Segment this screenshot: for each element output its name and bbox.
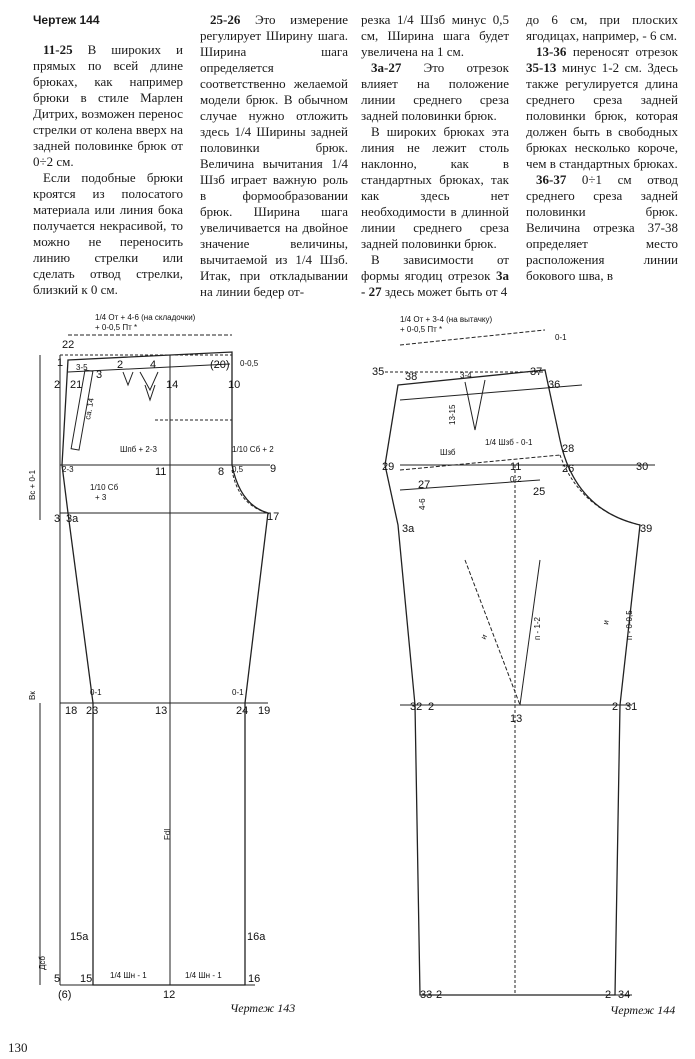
figure-title: Чертеж 144 <box>33 13 100 27</box>
svg-text:22: 22 <box>62 339 75 351</box>
svg-text:2: 2 <box>117 359 124 371</box>
svg-text:1: 1 <box>57 357 64 369</box>
paragraph: 3а-27 Это отрезок влияет на положение линии среднего среза задней половинки брюк. <box>361 60 509 123</box>
svg-text:(6): (6) <box>58 989 72 1001</box>
caption-143: Чертеж 143 <box>230 1001 296 1015</box>
svg-text:2-3: 2-3 <box>62 465 74 474</box>
paragraph: до 6 см, при плоских ягодицах, например, - 6 см. <box>526 12 678 43</box>
svg-text:12: 12 <box>163 989 176 1001</box>
svg-text:15: 15 <box>80 973 93 985</box>
svg-text:17: 17 <box>267 511 280 523</box>
svg-text:23: 23 <box>86 705 99 717</box>
svg-text:1/4 Шзб - 0-1: 1/4 Шзб - 0-1 <box>485 438 533 447</box>
drawing-143-labels <box>28 313 295 1015</box>
svg-text:29: 29 <box>382 461 395 473</box>
svg-text:28: 28 <box>562 443 575 455</box>
svg-text:39: 39 <box>640 523 653 535</box>
svg-text:21: 21 <box>70 379 83 391</box>
svg-text:16а: 16а <box>247 931 266 943</box>
svg-text:0,5: 0,5 <box>232 465 244 474</box>
svg-text:26: 26 <box>562 463 575 475</box>
svg-text:5: 5 <box>54 973 61 985</box>
svg-text:2: 2 <box>612 701 619 713</box>
svg-text:13: 13 <box>510 713 523 725</box>
svg-text:Fdl: Fdl <box>163 828 172 840</box>
svg-text:Вк: Вк <box>28 691 37 700</box>
svg-text:+ 0-0,5 Пт *: + 0-0,5 Пт * <box>400 325 443 334</box>
svg-text:35: 35 <box>372 366 385 378</box>
svg-text:п - 0-0,5: п - 0-0,5 <box>625 610 634 640</box>
paragraph: В зависимости от формы ягодиц отрезок 3а - 27 здесь может быть от 4 <box>361 252 509 299</box>
segment-label: 13-36 <box>536 44 567 59</box>
svg-text:8: 8 <box>218 466 225 478</box>
svg-text:3: 3 <box>54 513 61 525</box>
svg-text:1/4 От + 4-6 (на складочки): 1/4 От + 4-6 (на складочки) <box>95 313 196 322</box>
svg-text:0-1: 0-1 <box>90 688 102 697</box>
segment-label: 3а - 27 <box>361 268 509 299</box>
svg-text:Дсб: Дсб <box>38 956 47 970</box>
svg-text:п - 1-2: п - 1-2 <box>533 616 542 640</box>
svg-text:ca. 14: ca. 14 <box>83 397 96 421</box>
svg-text:13-15: 13-15 <box>448 404 457 425</box>
svg-text:37: 37 <box>530 366 543 378</box>
svg-text:3а: 3а <box>66 513 79 525</box>
paragraph: 36-37 0÷1 см отвод среднего среза задней половинки брюк. Величина отрезка 37-38 определяет место расположения линии бокового шва, в <box>526 172 678 283</box>
svg-text:0-1: 0-1 <box>232 688 244 697</box>
paragraph: 13-36 переносят отрезок 35-13 минус 1-2 см. Здесь также регулируется длина среднего среза задней половинки брюк, которая должен быть в свободных брюках несколько короче, чем в стандартных брюках. <box>526 44 678 171</box>
svg-text:33: 33 <box>420 989 433 1001</box>
svg-text:1/10 Сб: 1/10 Сб <box>90 483 119 492</box>
svg-text:38: 38 <box>405 371 418 383</box>
drawing-144-back-pattern <box>385 330 655 995</box>
drawing-143-front-pattern <box>40 335 270 985</box>
svg-text:27: 27 <box>418 479 431 491</box>
svg-text:24: 24 <box>236 705 249 717</box>
svg-text:13: 13 <box>155 705 168 717</box>
svg-text:0-0,5: 0-0,5 <box>240 359 259 368</box>
page-number: 130 <box>8 1040 28 1055</box>
svg-text:и: и <box>478 632 489 641</box>
svg-text:15а: 15а <box>70 931 89 943</box>
paragraph: 25-26 Это измерение регулирует Ширину шага. Ширина шага определяется соответственно желаемой модели брюк. В обычном случае нужно отложить здесь 1/4 Ширины задней половинки брюк. Величина вычитания 1/4 Шзб играет важную роль в формообразовании брюк. Ширина шага увеличивается на двойное значение величины, вычитаемой из 1/4 Шзб. Итак, при откладывании на линии бедер от- <box>200 12 348 299</box>
svg-text:3: 3 <box>96 369 103 381</box>
paragraph: В широких брюках эта линия не лежит столь наклонно, как в стандартных брюках, так как здесь нет необходимости в длинной линии среднего среза задней половинки брюк. <box>361 124 509 251</box>
segment-label: 11-25 <box>43 42 73 57</box>
svg-text:+ 0-0,5 Пт *: + 0-0,5 Пт * <box>95 323 138 332</box>
svg-text:2: 2 <box>54 379 61 391</box>
svg-text:0-1: 0-1 <box>555 333 567 342</box>
svg-text:3а: 3а <box>402 523 415 535</box>
svg-text:30: 30 <box>636 461 649 473</box>
svg-text:25: 25 <box>533 486 546 498</box>
svg-text:14: 14 <box>166 379 179 391</box>
drawing-144-labels <box>372 315 675 1017</box>
paragraph: 11-25 В широких и прямых по всей длине брюках, как например брюки в стиле Марлен Дитрих, возможен перенос стрелки от колена вверх на задней половинке брюк от 0÷2 см. <box>33 42 183 169</box>
svg-text:31: 31 <box>625 701 638 713</box>
paragraph: Если подобные брюки кроятся из полосатого материала или линия бока получается некрасивой, то можно не переносить линию стрелки или сделать отвод стрелки, близкий к 0 см. <box>33 170 183 297</box>
svg-text:0-2: 0-2 <box>510 475 522 484</box>
svg-text:18: 18 <box>65 705 78 717</box>
svg-text:2: 2 <box>436 989 443 1001</box>
segment-label: 25-26 <box>210 12 241 27</box>
svg-text:1/4 Шн - 1: 1/4 Шн - 1 <box>110 971 147 980</box>
svg-text:Шзб: Шзб <box>440 448 456 457</box>
caption-144: Чертеж 144 <box>610 1003 676 1017</box>
svg-text:1/4 От + 3-4 (на вытачку): 1/4 От + 3-4 (на вытачку) <box>400 315 493 324</box>
svg-text:34: 34 <box>618 989 631 1001</box>
svg-text:3-5: 3-5 <box>76 363 88 372</box>
svg-text:36: 36 <box>548 379 561 391</box>
svg-text:Вс + 0-1: Вс + 0-1 <box>28 469 37 500</box>
svg-text:4: 4 <box>150 359 157 371</box>
svg-text:11: 11 <box>155 466 167 478</box>
svg-text:2: 2 <box>605 989 612 1001</box>
segment-label: 3а-27 <box>371 60 402 75</box>
svg-text:(20): (20) <box>210 359 230 371</box>
svg-text:4-6: 4-6 <box>418 498 427 510</box>
svg-text:16: 16 <box>248 973 261 985</box>
paragraph: резка 1/4 Шзб минус 0,5 см, Ширина шага будет увеличена на 1 см. <box>361 12 509 59</box>
svg-text:+ 3: + 3 <box>95 493 107 502</box>
svg-text:Шпб + 2-3: Шпб + 2-3 <box>120 445 157 454</box>
svg-text:32: 32 <box>410 701 423 713</box>
svg-text:и: и <box>601 619 611 626</box>
segment-label: 36-37 <box>536 172 567 187</box>
svg-text:1/10 Сб + 2: 1/10 Сб + 2 <box>232 445 274 454</box>
svg-text:9: 9 <box>270 463 277 475</box>
svg-text:2: 2 <box>428 701 435 713</box>
svg-text:3-4: 3-4 <box>460 371 472 380</box>
svg-text:19: 19 <box>258 705 271 717</box>
svg-text:1/4 Шн - 1: 1/4 Шн - 1 <box>185 971 222 980</box>
svg-text:11: 11 <box>510 461 522 473</box>
svg-text:10: 10 <box>228 379 241 391</box>
